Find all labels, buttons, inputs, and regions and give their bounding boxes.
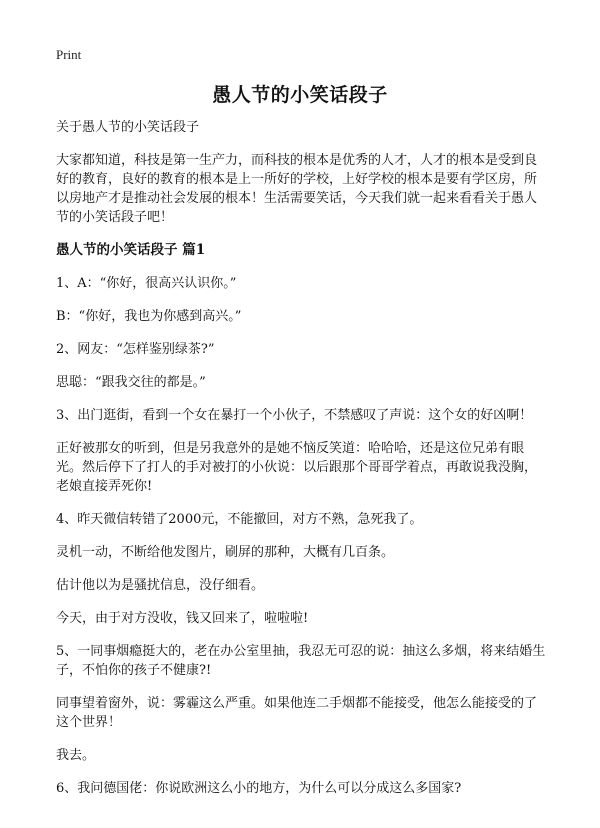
paragraph: 正好被那女的听到，但是另我意外的是她不恼反笑道：哈哈哈，还是这位兄弟有眼光。然后停下了打人的手对被打的小伙说：以后跟那个哥哥学着点，再敢说我没胸，老娘直接弄死你! bbox=[56, 441, 538, 494]
page-title: 愚人节的小笑话段子 bbox=[212, 84, 388, 106]
paragraph: 灵机一动，不断给他发图片，刷屏的那种，大概有几百条。 bbox=[56, 545, 395, 560]
article-subtitle: 关于愚人节的小笑话段子 bbox=[56, 120, 200, 135]
section-heading: 愚人节的小笑话段子 篇1 bbox=[56, 242, 206, 258]
paragraph: 我去。 bbox=[56, 748, 96, 763]
article-body bbox=[56, 118, 546, 812]
paragraph: 3、出门逛街，看到一个女在暴打一个小伙子，不禁感叹了声说：这个女的好凶啊！ bbox=[56, 408, 533, 423]
intro-paragraph: 大家都知道，科技是第一生产力，而科技的根本是优秀的人才，人才的根本是受到良好的教育，良好的教育的根本是上一所好的学校，上好学校的根本是要有学区房，所以房地产才是推动社会发展的根本！生活需要笑话，今天我们就一起来看看关于愚人节的小笑话段子吧！ bbox=[56, 153, 538, 225]
paragraph: 4、昨天微信转错了2000元，不能撤回，对方不熟，急死我了。 bbox=[56, 512, 423, 527]
paragraph: 1、A：“你好，很高兴认识你。” bbox=[56, 276, 237, 291]
paragraph: B：“你好，我也为你感到高兴。” bbox=[56, 309, 242, 324]
paragraph: 2、网友：“怎样鉴别绿茶?” bbox=[56, 342, 215, 357]
paragraph: 估计他以为是骚扰信息，没仔细看。 bbox=[56, 578, 265, 593]
paragraph: 同事望着窗外，说：雾霾这么严重。如果他连二手烟都不能接受，他怎么能接受的了这个世界！ bbox=[56, 696, 538, 730]
paragraph: 思聪：“跟我交往的都是。” bbox=[56, 375, 206, 390]
paragraph: 5、一同事烟瘾挺大的，老在办公室里抽，我忍无可忍的说：抽这么多烟，将来结婚生子，不怕你的孩子不健康?! bbox=[56, 644, 546, 678]
paragraph: 6、我问德国佬：你说欧洲这么小的地方，为什么可以分成这么多国家? bbox=[56, 781, 462, 796]
print-link[interactable]: Print bbox=[56, 47, 82, 62]
paragraph: 今天，由于对方没收，钱又回来了，啦啦啦! bbox=[56, 611, 309, 626]
